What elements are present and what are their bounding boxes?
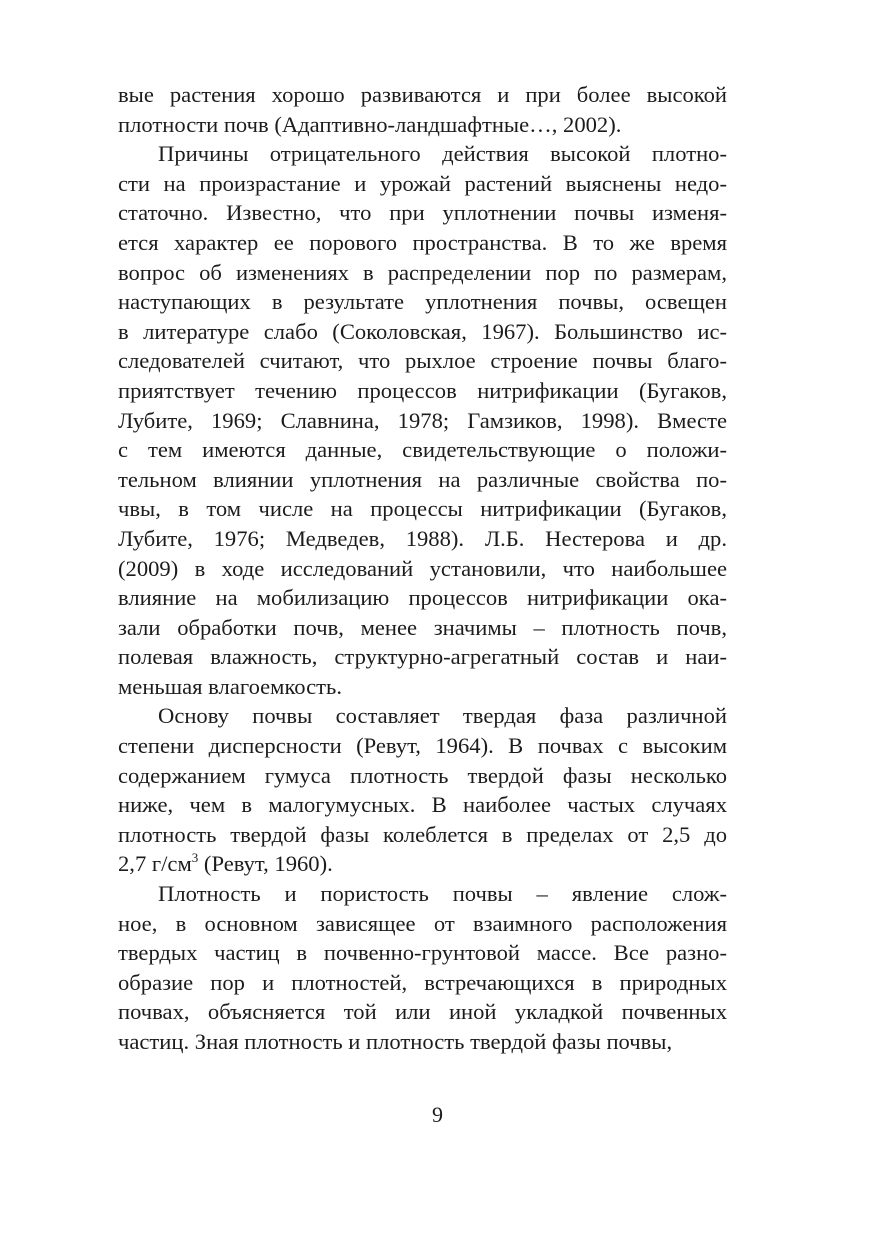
- text-fragment: 2,7 г/см: [118, 851, 192, 877]
- text-line: сти на произрастание и урожай растений выяснены недо-: [118, 170, 727, 196]
- superscript: 3: [191, 850, 199, 866]
- text-line: образие пор и плотностей, встречающихся в природных: [118, 969, 727, 995]
- text-line: зали обработки почв, менее значимы – плотность почв,: [118, 614, 727, 640]
- text-line: ное, в основном зависящее от взаимного расположения: [118, 910, 727, 936]
- text-line: Причины отрицательного действия высокой плотно-: [158, 141, 727, 167]
- text-line: (2009) в ходе исследований установили, что наибольшее: [118, 555, 727, 581]
- text-line: с тем имеются данные, свидетельствующие о положи-: [118, 437, 727, 463]
- paragraph-4: [118, 879, 727, 1057]
- paragraph-3: [118, 701, 727, 879]
- text-line: почвах, объясняется той или иной укладкой почвенных: [118, 999, 727, 1025]
- text-line: меньшая влагоемкость.: [118, 673, 343, 699]
- text-line: степени дисперсности (Ревут, 1964). В почвах с высоким: [118, 733, 727, 759]
- text-line: ниже, чем в малогумусных. В наиболее частых случаях: [118, 792, 727, 818]
- text-line: тельном влиянии уплотнения на различные свойства по-: [118, 466, 727, 492]
- text-line: Лубите, 1969; Славнина, 1978; Гамзиков, 1998). Вместе: [118, 407, 727, 433]
- paragraph-2: [118, 139, 727, 701]
- text-line: статочно. Известно, что при уплотнении почвы изменя-: [118, 200, 727, 226]
- text-line: [118, 849, 727, 879]
- text-line: вые растения хорошо развиваются и при более высокой: [118, 82, 727, 107]
- text-line: Основу почвы составляет твердая фаза различной: [158, 703, 727, 729]
- text-fragment: (Ревут, 1960).: [198, 851, 333, 877]
- text-line: ется характер ее порового пространства. В то же время: [118, 229, 727, 255]
- text-line: чвы, в том числе на процессы нитрификации (Бугаков,: [118, 496, 727, 522]
- page-body: [118, 80, 727, 1057]
- text-line: следователей считают, что рыхлое строение почвы благо-: [118, 348, 727, 374]
- text-line: частиц. Зная плотность и плотность твердой фазы почвы,: [118, 1029, 673, 1054]
- text-line: приятствует течению процессов нитрификации (Бугаков,: [118, 377, 727, 403]
- text-line: Плотность и пористость почвы – явление слож-: [158, 881, 727, 907]
- paragraph-1: [118, 80, 727, 139]
- text-line: плотность твердой фазы колеблется в пределах от 2,5 до: [118, 821, 727, 847]
- text-line: содержанием гумуса плотность твердой фазы несколько: [118, 762, 727, 788]
- text-line: твердых частиц в почвенно-грунтовой массе. Все разно-: [118, 940, 727, 966]
- text-line: полевая влажность, структурно-агрегатный состав и наи-: [118, 644, 727, 670]
- text-line: вопрос об изменениях в распределении пор по размерам,: [118, 259, 727, 285]
- text-line: Лубите, 1976; Медведев, 1988). Л.Б. Нестерова и др.: [118, 525, 727, 551]
- text-line: влияние на мобилизацию процессов нитрификации ока-: [118, 585, 727, 611]
- text-line: в литературе слабо (Соколовская, 1967). Большинство ис-: [118, 318, 727, 344]
- text-line: наступающих в результате уплотнения почвы, освещен: [118, 289, 727, 315]
- text-line: плотности почв (Адаптивно-ландшафтные…, 2002).: [118, 111, 622, 137]
- page-number: 9: [432, 1102, 443, 1127]
